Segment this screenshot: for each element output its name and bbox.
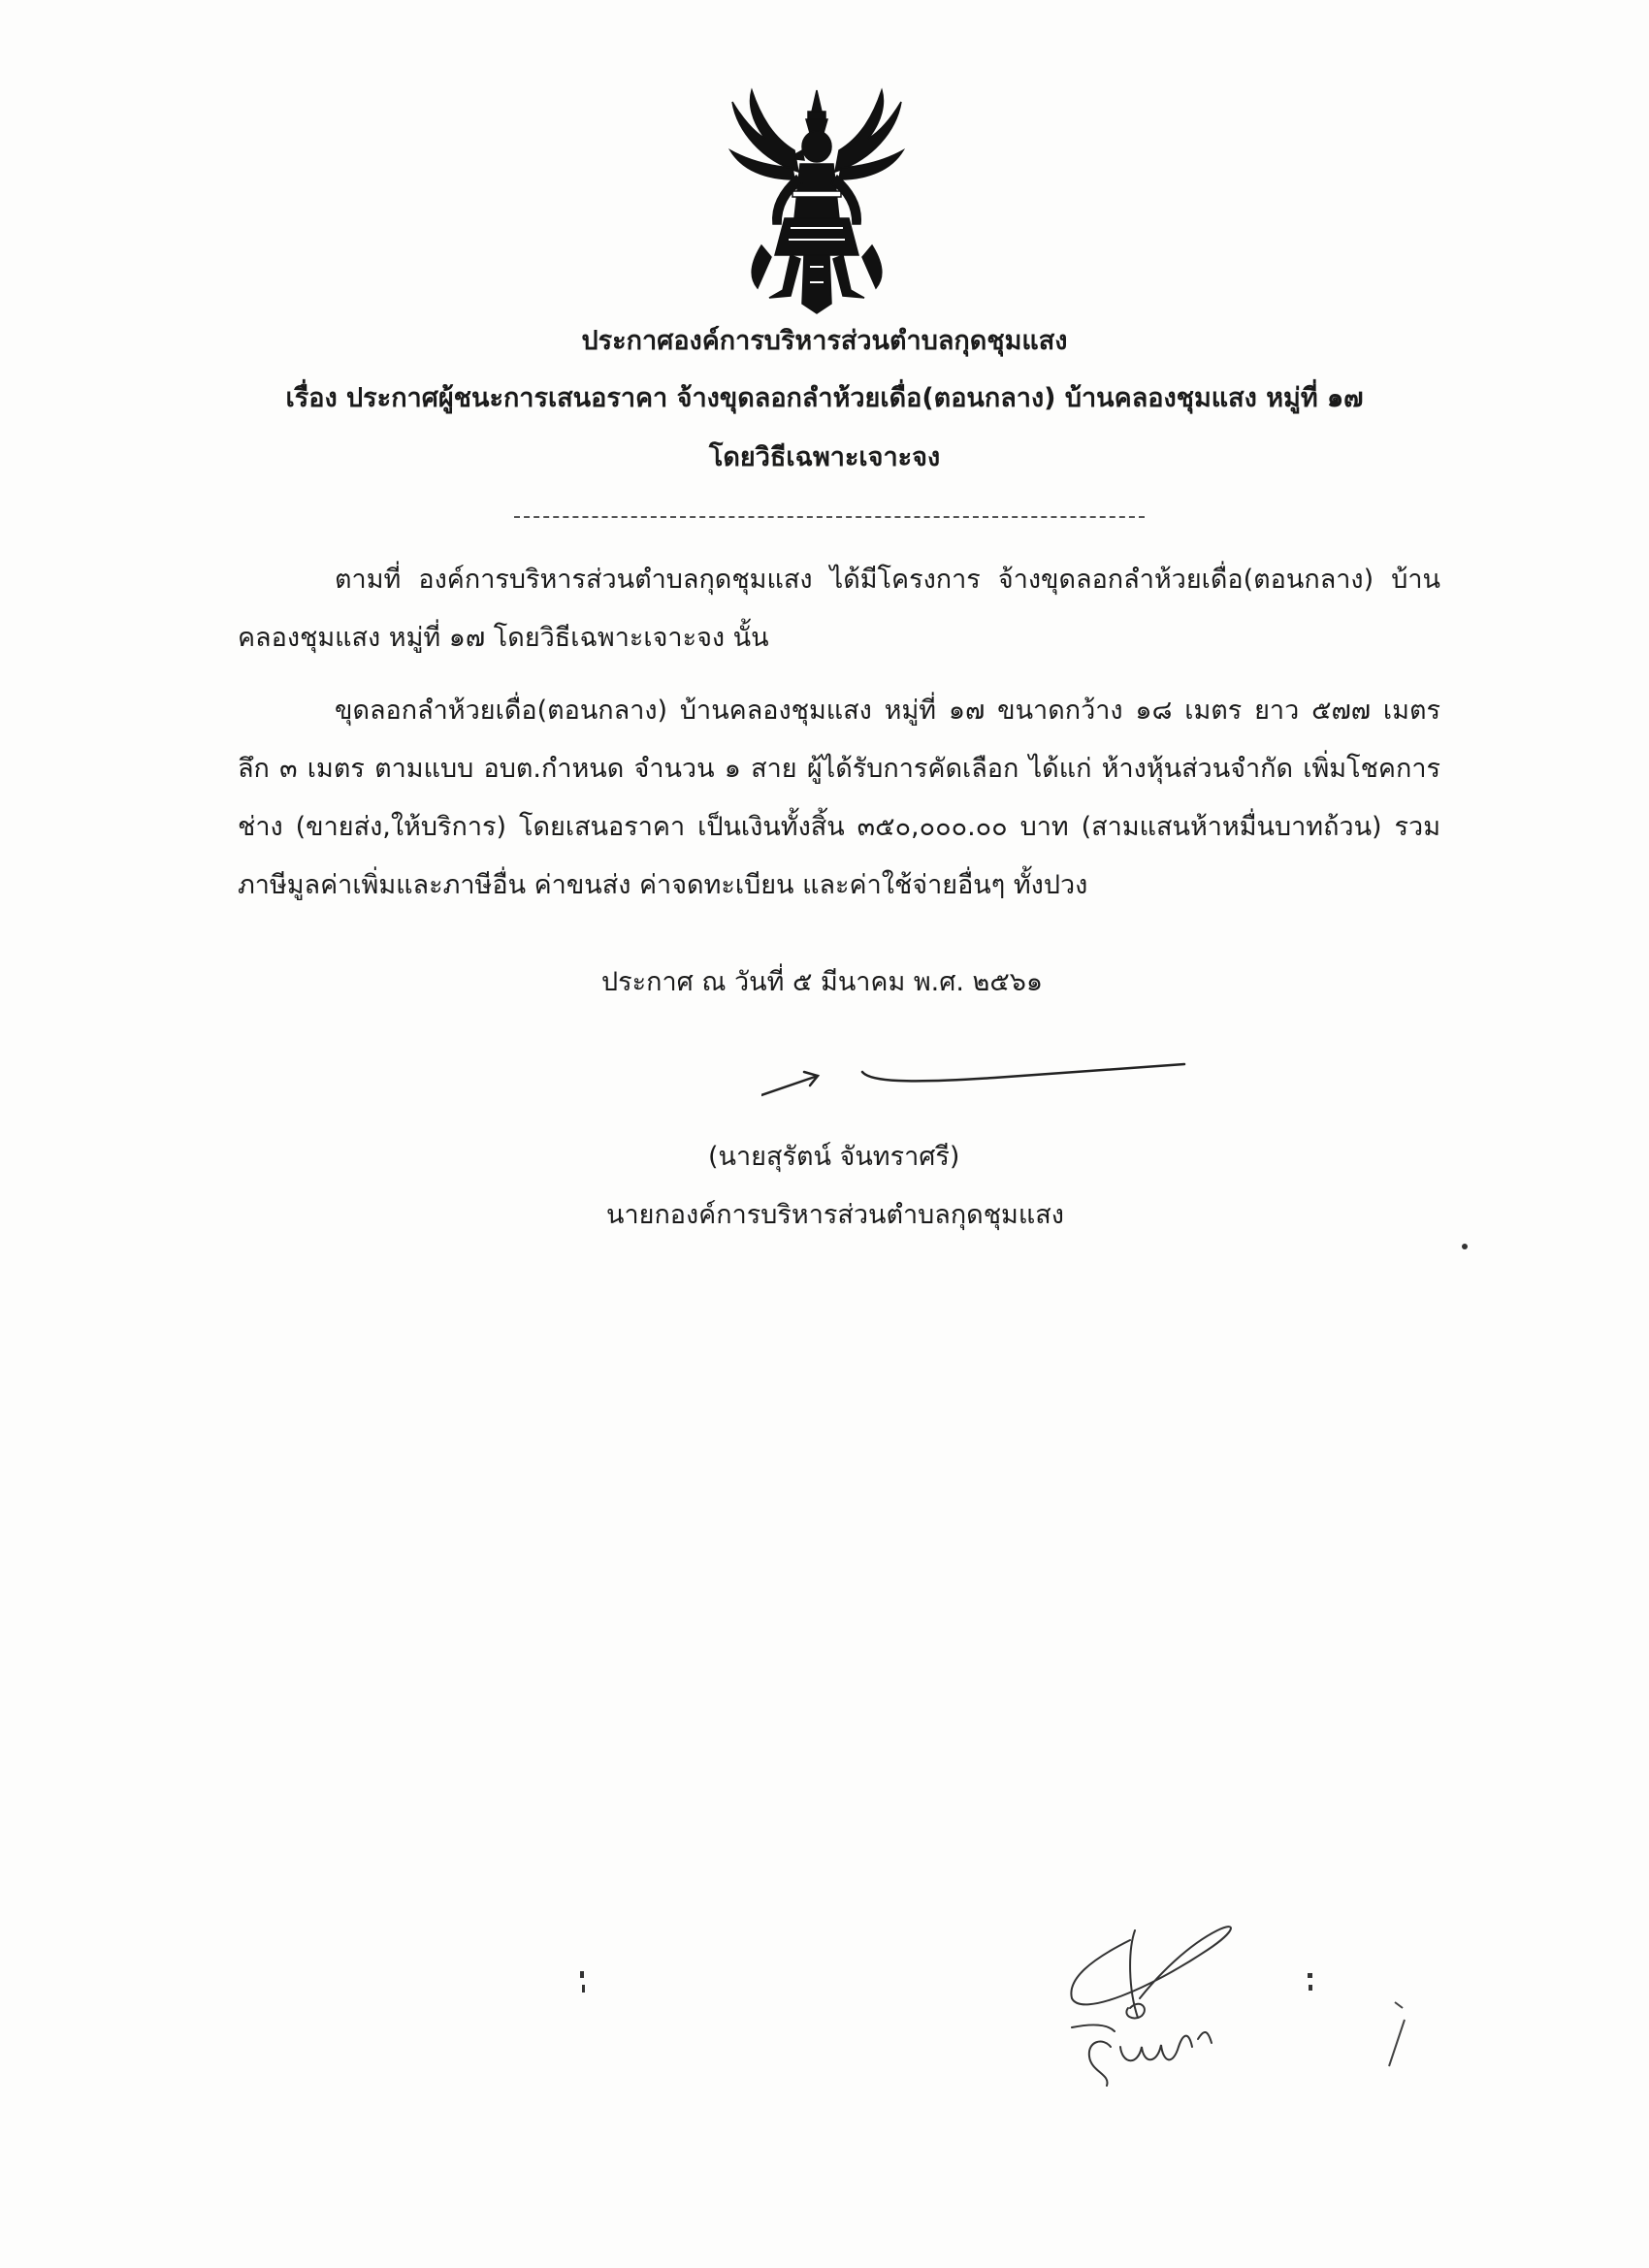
paragraph-line: ขุดลอกลำห้วยเดื่อ(ตอนกลาง) บ้านคลองชุมแสง หมู่ที่ ๑๗ ขนาดกว้าง ๑๘ เมตร ยาว ๕๗๗ เมตร	[335, 696, 1440, 726]
signer-position: นายกองค์การบริหารส่วนตำบลกุดชุมแสง	[606, 1200, 1064, 1230]
paragraph-line: คลองชุมแสง หมู่ที่ ๑๗ โดยวิธีเฉพาะเจาะจง นั้น	[238, 623, 769, 653]
announcement-title: ประกาศองค์การบริหารส่วนตำบลกุดชุมแสง	[581, 326, 1068, 356]
signer-name: (นายสุรัตน์ จันทราศรี)	[708, 1142, 960, 1172]
paragraph-line: ภาษีมูลค่าเพิ่มและภาษีอื่น ค่าขนส่ง ค่าจดทะเบียน และค่าใช้จ่ายอื่นๆ ทั้งปวง	[238, 870, 1088, 900]
procurement-method: โดยวิธีเฉพาะเจาะจง	[708, 442, 941, 472]
garuda-emblem-icon	[723, 82, 912, 315]
divider-line	[514, 516, 1145, 518]
announcement-date: ประกาศ ณ วันที่ ๕ มีนาคม พ.ศ. ๒๕๖๑	[601, 967, 1044, 997]
paragraph-award-details	[238, 682, 1440, 915]
paragraph-line: ช่าง (ขายส่ง,ให้บริการ) โดยเสนอราคา เป็นเงินทั้งสิ้น ๓๕๐,๐๐๐.๐๐ บาท (สามแสนห้าหมื่นบาทถ้วน) รวม	[238, 812, 1440, 842]
announcement-subject: เรื่อง ประกาศผู้ชนะการเสนอราคา จ้างขุดลอกลำห้วยเดื่อ(ตอนกลาง) บ้านคลองชุมแสง หมู่ที่ ๑๗	[285, 383, 1364, 413]
handwritten-signature-icon	[761, 1053, 1188, 1111]
paragraph-line: ตามที่ องค์การบริหารส่วนตำบลกุดชุมแสง ได้มีโครงการ จ้างขุดลอกลำห้วยเดื่อ(ตอนกลาง) บ้าน	[335, 565, 1440, 595]
paragraph-project-intro	[238, 551, 1440, 667]
paragraph-line: ลึก ๓ เมตร ตามแบบ อบต.กำหนด จำนวน ๑ สาย ผู้ได้รับการคัดเลือก ได้แก่ ห้างหุ้นส่วนจำกัด เพิ่มโชคการ	[238, 754, 1440, 784]
initial-signature-icon	[1014, 1901, 1276, 2095]
